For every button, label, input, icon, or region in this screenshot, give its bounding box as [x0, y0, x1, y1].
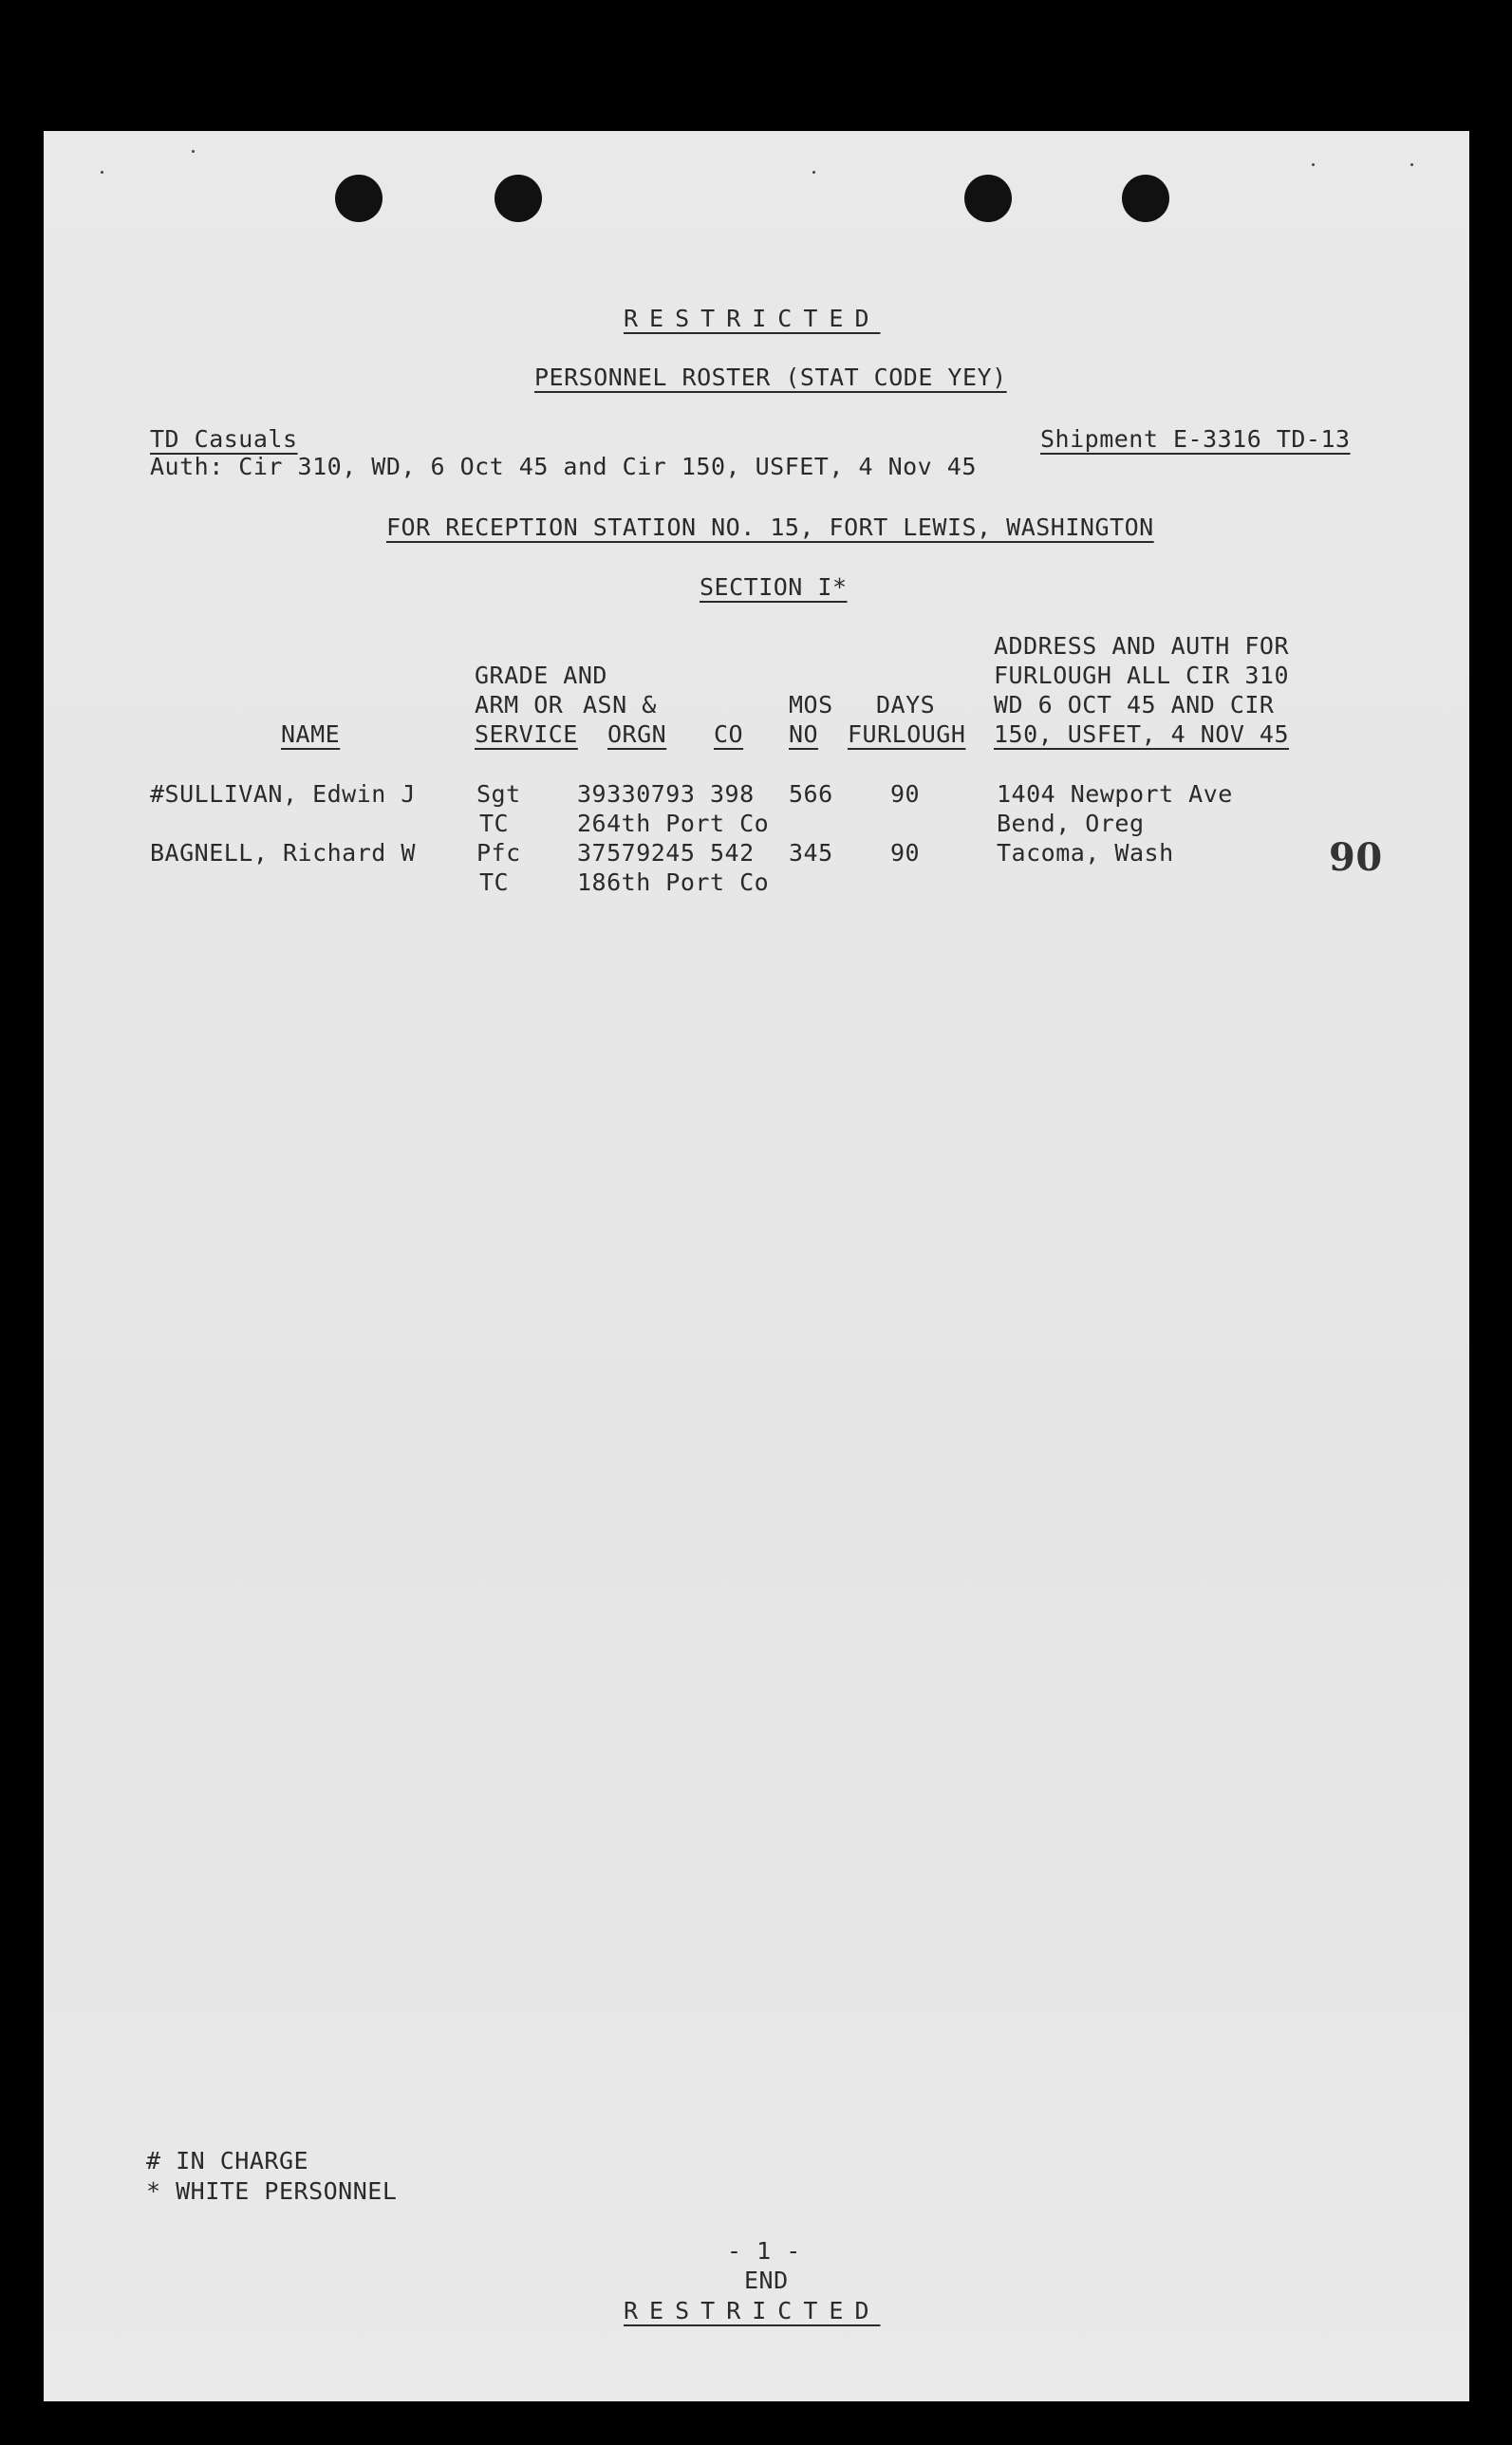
roster-mos: 345 — [789, 839, 833, 867]
roster-asn-co: 39330793 398 — [577, 780, 755, 808]
roster-asn-co: 37579245 542 — [577, 839, 755, 867]
station-title: FOR RECEPTION STATION NO. 15, FORT LEWIS, WASHINGTON — [386, 513, 1154, 541]
margin-total: 90 — [1329, 835, 1383, 880]
footnote-in-charge: # IN CHARGE — [146, 2147, 309, 2174]
addr-header-1: ADDRESS AND AUTH FOR — [994, 632, 1290, 660]
punch-hole — [964, 175, 1012, 222]
roster-address: Tacoma, Wash — [997, 839, 1174, 867]
asn-header-2: ORGN — [607, 720, 667, 748]
speck — [1410, 163, 1413, 166]
roster-orgn: 264th Port Co — [577, 810, 770, 837]
days-header-1: DAYS — [876, 691, 936, 719]
unit-label: TD Casuals — [150, 425, 298, 453]
punch-hole — [495, 175, 542, 222]
punch-hole — [335, 175, 383, 222]
name-header: NAME — [281, 720, 341, 748]
addr-header-3: WD 6 OCT 45 AND CIR — [994, 691, 1275, 719]
roster-grade: Pfc — [476, 839, 521, 867]
end-marker: END — [744, 2267, 789, 2294]
roster-address: 1404 Newport Ave — [997, 780, 1233, 808]
addr-header-4: 150, USFET, 4 NOV 45 — [994, 720, 1290, 748]
speck — [1312, 163, 1315, 166]
speck — [101, 171, 103, 174]
grade-header-3: SERVICE — [475, 720, 578, 748]
mos-header-1: MOS — [789, 691, 833, 719]
days-header-2: FURLOUGH — [848, 720, 966, 748]
punch-hole — [1122, 175, 1169, 222]
roster-address: Bend, Oreg — [997, 810, 1145, 837]
grade-header-2: ARM OR — [475, 691, 564, 719]
roster-name: #SULLIVAN, Edwin J — [150, 780, 416, 808]
roster-name: BAGNELL, Richard W — [150, 839, 416, 867]
shipment-label: Shipment E-3316 TD-13 — [1040, 425, 1351, 453]
co-header: CO — [714, 720, 744, 748]
mos-header-2: NO — [789, 720, 819, 748]
roster-title: PERSONNEL ROSTER (STAT CODE YEY) — [534, 364, 1007, 391]
footnote-white: * WHITE PERSONNEL — [146, 2177, 398, 2205]
roster-service: TC — [479, 868, 510, 896]
roster-orgn: 186th Port Co — [577, 868, 770, 896]
page-number: - 1 - — [727, 2237, 801, 2265]
speck — [192, 150, 195, 153]
asn-header-1: ASN & — [583, 691, 657, 719]
addr-header-2: FURLOUGH ALL CIR 310 — [994, 662, 1290, 689]
section-title: SECTION I* — [700, 573, 848, 601]
roster-days: 90 — [890, 780, 921, 808]
roster-service: TC — [479, 810, 510, 837]
restricted-header: RESTRICTED — [624, 305, 881, 332]
restricted-footer: RESTRICTED — [624, 2297, 881, 2324]
roster-days: 90 — [890, 839, 921, 867]
speck — [812, 171, 815, 174]
authority-line: Auth: Cir 310, WD, 6 Oct 45 and Cir 150, USFET, 4 Nov 45 — [150, 453, 977, 480]
roster-grade: Sgt — [476, 780, 521, 808]
grade-header-1: GRADE AND — [475, 662, 607, 689]
roster-mos: 566 — [789, 780, 833, 808]
